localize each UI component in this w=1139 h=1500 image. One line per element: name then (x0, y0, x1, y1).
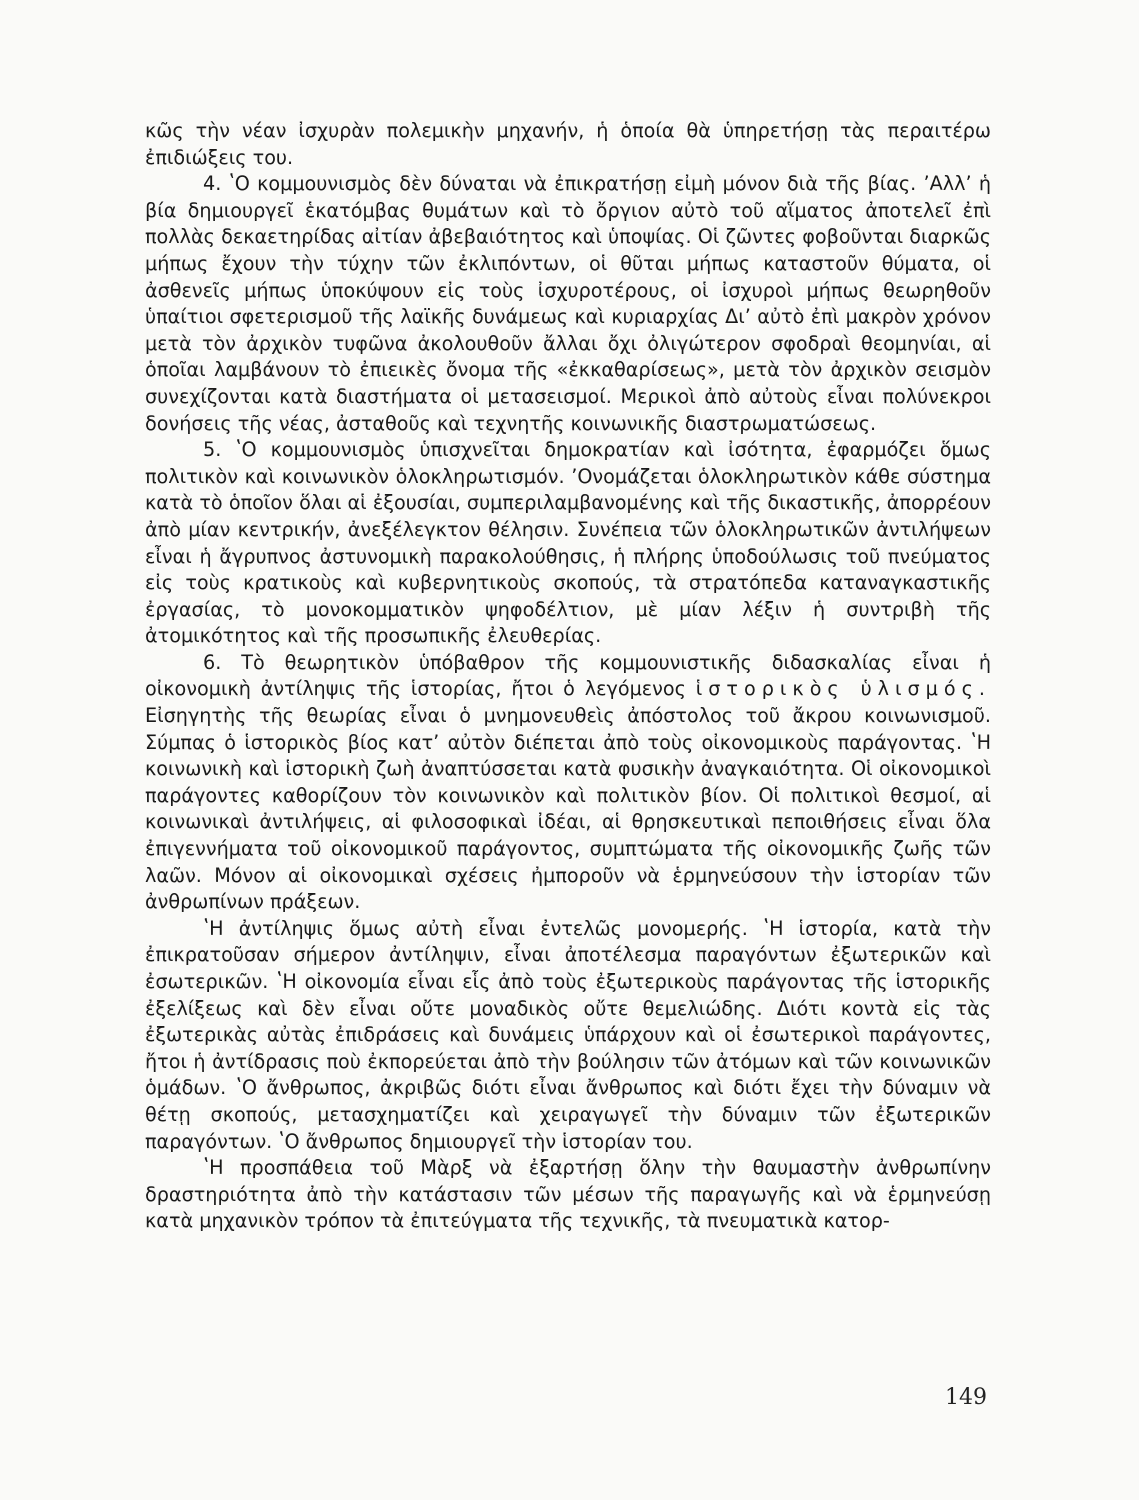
paragraph-8: ʽΗ προσπάθεια τοῦ Μὰρξ νὰ ἐξαρτήσῃ ὅλην τὴν θαυμαστὴν ἀνθρωπίνην δραστηριότητα ἀπὸ τὴν κατάστασιν τῶν μέσων τῆς παραγωγῆς καὶ νὰ ἑρμηνεύσῃ κατὰ μηχανικὸν τρόπον τὰ ἐπιτεύγματα τῆς τεχνικῆς, τὰ πνευματικὰ κατορ- (145, 1156, 991, 1233)
body-text (145, 118, 991, 1235)
paragraph-5: 5. ʽΟ κομμουνισμὸς ὑπισχνεῖται δημοκρατίαν καὶ ἰσότητα, ἐφαρμόζει ὅμως πολιτικὸν καὶ κοινωνικὸν ὁλοκληρωτισμόν. ʼΟνομάζεται ὁλοκληρωτικὸν κάθε σύστημα κατὰ τὸ ὁποῖον ὅλαι αἱ ἐξουσίαι, συμπεριλαμβανομένης καὶ τῆς δικαστικῆς, ἀπορρέουν ἀπὸ μίαν κεντρικήν, ἀνεξέλεγκτον θέλησιν. Συνέπεια τῶν ὁλοκληρωτικῶν ἀντιλήψεων εἶναι ἡ ἄγρυπνος ἀστυνομικὴ παρακολούθησις, ἡ πλήρης ὑποδούλωσις τοῦ πνεύματος εἰς τοὺς κρατικοὺς καὶ κυβερνητικοὺς σκοπούς, τὰ στρατόπεδα καταναγκαστικῆς ἐργασίας, τὸ μονοκομματικὸν ψηφοδέλτιον, μὲ μίαν λέξιν ἡ συντριβὴ τῆς ἀτομικότητος καὶ τῆς προσωπικῆς ἐλευθερίας. (145, 438, 991, 648)
paragraph-4: 4. ʽΟ κομμουνισμὸς δὲν δύναται νὰ ἐπικρατήσῃ εἰμὴ μόνον διὰ τῆς βίας. ʼΑλλʼ ἡ βία δημιουργεῖ ἑκατόμβας θυμάτων καὶ τὸ ὄργιον αὐτὸ τοῦ αἵματος ἀποτελεῖ ἐπὶ πολλὰς δεκαετηρίδας αἰτίαν ἀβεβαιότητος καὶ ὑποψίας. Οἱ ζῶντες φοβοῦνται διαρκῶς μήπως ἔχουν τὴν τύχην τῶν ἐκλιπόντων, οἱ θῦται μήπως καταστοῦν θύματα, οἱ ἀσθενεῖς μήπως ὑποκύψουν εἰς τοὺς ἰσχυροτέρους, οἱ ἰσχυροὶ μήπως θεωρηθοῦν ὑπαίτιοι σφετερισμοῦ τῆς λαϊκῆς δυνάμεως καὶ κυριαρχίας Διʼ αὐτὸ ἐπὶ μακρὸν χρόνον μετὰ τὸν ἀρχικὸν τυφῶνα ἀκολουθοῦν ἄλλαι ὄχι ὀλιγώτερον σφοδραὶ θεομηνίαι, αἱ ὁποῖαι λαμβάνουν τὸ ἐπιεικὲς ὄνομα τῆς «ἐκκαθαρίσεως», μετὰ τὸν ἀρχικὸν σεισμὸν συνεχίζονται κατὰ διαστήματα οἱ μετασεισμοί. Μερικοὶ ἀπὸ αὐτοὺς εἶναι πολύνεκροι δονήσεις τῆς νέας, ἀσταθοῦς καὶ τεχνητῆς κοινωνικῆς διαστρωματώσεως. (145, 172, 991, 435)
historical-materialism-term: ἱστορικὸς ὑλισμός. (695, 677, 991, 701)
paragraph-6-rest: Εἰσηγητὴς τῆς θεωρίας εἶναι ὁ μνημονευθεὶς ἀπόστολος τοῦ ἄκρου κοινωνισμοῦ. Σύμπας ὁ ἱστορικὸς βίος κατʼ αὐτὸν διέπεται ἀπὸ τοὺς οἰκονομικοὺς παράγοντας. ʽΗ κοινωνικὴ καὶ ἱστορικὴ ζωὴ ἀναπτύσσεται κατὰ φυσικὴν ἀναγκαιότητα. Οἱ οἰκονομικοὶ παράγοντες καθορίζουν τὸν κοινωνικὸν καὶ πολιτικὸν βίον. Οἱ πολιτικοὶ θεσμοί, αἱ κοινωνικαὶ ἀντιλήψεις, αἱ φιλοσοφικαὶ ἰδέαι, αἱ θρησκευτικαὶ πεποιθήσεις εἶναι ὅλα ἐπιγεννήματα τοῦ οἰκονομικοῦ παράγοντος, συμπτώματα τῆς οἰκονομικῆς ζωῆς τῶν λαῶν. Μόνον αἱ οἰκονομικαὶ σχέσεις ἠμποροῦν νὰ ἑρμηνεύσουν τὴν ἱστορίαν τῶν ἀνθρωπίνων πράξεων. (145, 704, 991, 914)
paragraph-6-start: 6. Τὸ θεωρητικὸν ὑπόβαθρον τῆς κομμουνιστικῆς διδασκαλίας εἶναι ἡ οἰκονομικὴ ἀντίληψις τῆς ἱστορίας, ἤτοι ὁ λεγόμενος (145, 650, 991, 701)
page-number: 149 (945, 1385, 987, 1410)
paragraph-continuation: κῶς τὴν νέαν ἰσχυρὰν πολεμικὴν μηχανήν, ἡ ὁποία θὰ ὑπηρετήσῃ τὰς περαιτέρω ἐπιδιώξεις του. (145, 119, 991, 169)
paragraph-7: ʽΗ ἀντίληψις ὅμως αὐτὴ εἶναι ἐντελῶς μονομερής. ʽΗ ἱστορία, κατὰ τὴν ἐπικρατοῦσαν σήμερον ἀντίληψιν, εἶναι ἀποτέλεσμα παραγόντων ἐξωτερικῶν καὶ ἐσωτερικῶν. ʽΗ οἰκονομία εἶναι εἷς ἀπὸ τοὺς ἐξωτερικοὺς παράγοντας τῆς ἱστορικῆς ἐξελίξεως καὶ δὲν εἶναι οὔτε μοναδικὸς οὔτε θεμελιώδης. Διότι κοντὰ εἰς τὰς ἐξωτερικὰς αὐτὰς ἐπιδράσεις καὶ δυνάμεις ὑπάρχουν καὶ οἱ ἐσωτερικοὶ παράγοντες, ἤτοι ἡ ἀντίδρασις ποὺ ἐκπορεύεται ἀπὸ τὴν βούλησιν τῶν ἀτόμων καὶ τῶν κοινωνικῶν ὁμάδων. ʽΟ ἄνθρωπος, ἀκριβῶς διότι εἶναι ἄνθρωπος καὶ διότι ἔχει τὴν δύναμιν νὰ θέτῃ σκοπούς, μετασχηματίζει καὶ χειραγωγεῖ τὴν δύναμιν τῶν ἐξωτερικῶν παραγόντων. ʽΟ ἄνθρωπος δημιουργεῖ τὴν ἱστορίαν του. (145, 916, 991, 1153)
paragraph-6 (145, 650, 991, 916)
